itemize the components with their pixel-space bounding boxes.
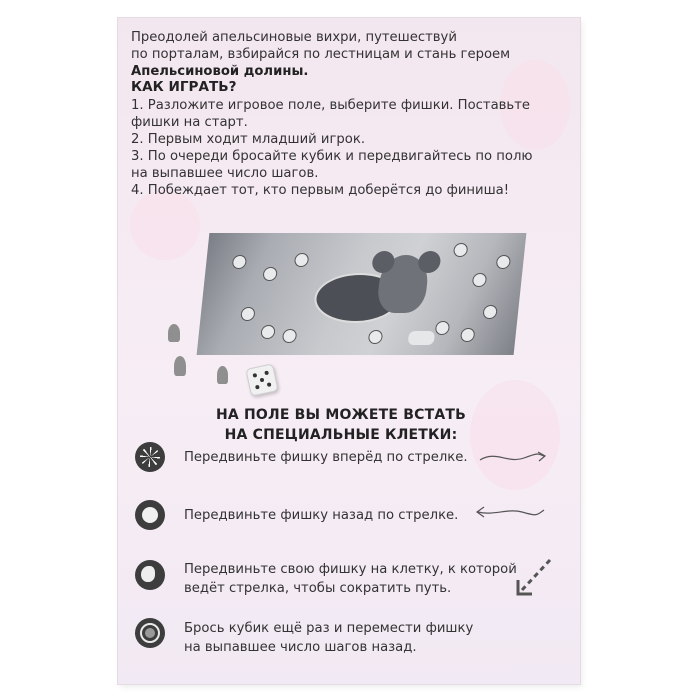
board-cell — [262, 267, 277, 281]
character-ear — [417, 251, 441, 273]
rule-line: 1. Разложите игровое поле, выберите фишки. Поставьте — [131, 98, 530, 113]
orange-slice-icon — [135, 442, 165, 472]
board-cell — [496, 255, 511, 269]
special-cell-line: ведёт стрелка, чтобы сократить путь. — [184, 581, 452, 596]
special-cell-line: Передвиньте свою фишку на клетку, к которой — [184, 562, 517, 577]
game-pawn — [174, 356, 186, 376]
dice-target-icon — [135, 618, 165, 648]
rule-line: 4. Побеждает тот, кто первым доберётся до финиша! — [131, 183, 510, 198]
heading-line: НА СПЕЦИАЛЬНЫЕ КЛЕТКИ: — [224, 427, 458, 443]
special-cell-line: Брось кубик ещё раз и перемести фишку — [184, 621, 474, 636]
intro-line: Апельсиновой долины. — [131, 64, 309, 79]
special-cell-text — [184, 560, 517, 598]
game-pawn — [168, 324, 180, 342]
board-cell — [232, 255, 247, 269]
board-cell — [460, 328, 475, 342]
board-cell — [240, 307, 255, 321]
special-cell-line: на выпавшее число шагов назад. — [184, 640, 417, 655]
special-cells-heading — [196, 405, 486, 445]
special-cell-line: Передвиньте фишку вперёд по стрелке. — [184, 450, 468, 465]
board-cell — [435, 321, 450, 335]
board-cell — [368, 330, 383, 344]
arrow-back-icon — [474, 502, 546, 522]
intro-text — [131, 29, 561, 80]
background-decoration — [130, 190, 200, 260]
rule-line: фишки на старт. — [131, 115, 248, 130]
board-cell — [282, 329, 297, 343]
board-cell — [482, 305, 497, 319]
board-cell — [294, 253, 309, 267]
rule-line: 3. По очереди бросайте кубик и передвигайтесь по полю — [131, 149, 533, 164]
rules-list — [131, 97, 551, 199]
game-die — [245, 363, 278, 396]
board-cell — [260, 325, 275, 339]
arrow-forward-icon — [478, 448, 548, 468]
game-board-image — [197, 233, 527, 355]
board-label — [408, 331, 435, 345]
board-cell — [472, 273, 487, 287]
board-cell — [453, 243, 468, 257]
rule-line: на выпавшее число шагов. — [131, 166, 319, 181]
special-cell-line: Передвиньте фишку назад по стрелке. — [184, 508, 459, 523]
heading-line: НА ПОЛЕ ВЫ МОЖЕТЕ ВСТАТЬ — [215, 407, 467, 423]
special-cell-text — [184, 506, 458, 525]
game-pawn — [217, 366, 228, 384]
intro-line: Преодолей апельсиновые вихри, путешествуй — [131, 30, 457, 45]
intro-line: по порталам, взбирайся по лестницам и стань героем — [131, 47, 511, 62]
rule-line: 2. Первым ходит младший игрок. — [131, 132, 366, 147]
how-to-play-heading: КАК ИГРАТЬ? — [131, 79, 237, 95]
dashed-arrow-icon — [512, 556, 556, 600]
special-cell-text — [184, 448, 468, 467]
special-cell-text — [184, 619, 473, 657]
ring-icon — [135, 500, 165, 530]
portal-icon — [135, 560, 165, 590]
